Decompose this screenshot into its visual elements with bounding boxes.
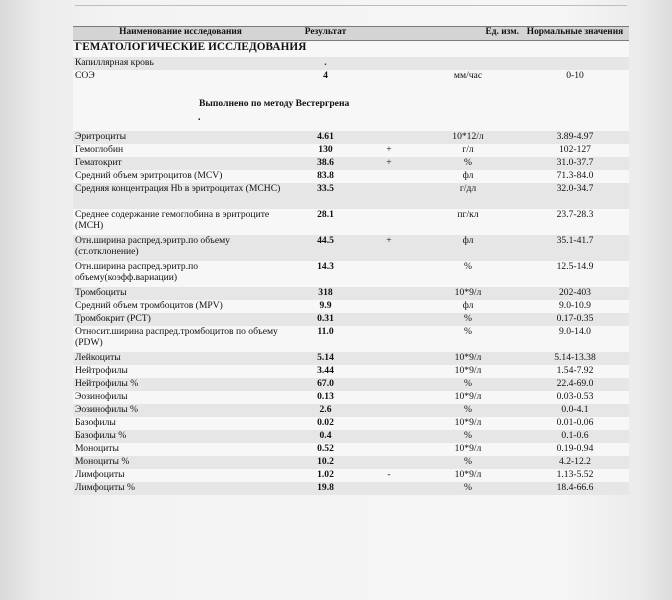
test-norm: 9.0-14.0 <box>521 326 629 352</box>
test-value: 14.3 <box>288 261 363 287</box>
result-row <box>73 443 629 456</box>
test-value: 0.4 <box>288 430 363 443</box>
test-unit: г/л <box>415 144 521 157</box>
test-unit: 10*9/л <box>415 287 521 300</box>
soe-value: 4 <box>288 70 363 83</box>
test-value: 4.61 <box>288 131 363 144</box>
test-norm: 18.4-66.6 <box>521 482 629 495</box>
table-header <box>73 27 629 41</box>
test-norm: 23.7-28.3 <box>521 209 629 235</box>
test-norm: 0.01-0.06 <box>521 417 629 430</box>
result-row <box>73 300 629 313</box>
test-name: Отн.ширина распред.эритр.по объему(коэфф.вариации) <box>73 261 288 287</box>
test-norm: 0.1-0.6 <box>521 430 629 443</box>
sample-value: . <box>288 57 363 70</box>
test-value: 0.31 <box>288 313 363 326</box>
test-flag <box>363 378 415 391</box>
section-title: ГЕМАТОЛОГИЧЕСКИЕ ИССЛЕДОВАНИЯ <box>73 41 629 58</box>
test-name: Отн.ширина распред.эритр.по объему (ст.отклонение) <box>73 235 288 261</box>
result-row <box>73 209 629 235</box>
test-name: Эритроциты <box>73 131 288 144</box>
test-name: Среднее содержание гемоглобина в эритроците (MCH) <box>73 209 288 235</box>
test-norm: 9.0-10.9 <box>521 300 629 313</box>
test-value: 11.0 <box>288 326 363 352</box>
test-value: 10.2 <box>288 456 363 469</box>
test-unit: 10*9/л <box>415 352 521 365</box>
spacer-row <box>73 111 629 131</box>
result-row <box>73 417 629 430</box>
test-flag: + <box>363 157 415 170</box>
top-rule <box>75 5 627 6</box>
section-row <box>73 41 629 58</box>
test-name: Нейтрофилы % <box>73 378 288 391</box>
header-flag <box>363 27 415 41</box>
test-name: Гемоглобин <box>73 144 288 157</box>
test-unit: 10*9/л <box>415 391 521 404</box>
test-name: Средняя концентрация Hb в эритроцитах (MCHC) <box>73 183 288 209</box>
test-name: Тромбокрит (PCT) <box>73 313 288 326</box>
test-value: 0.02 <box>288 417 363 430</box>
test-value: 318 <box>288 287 363 300</box>
test-norm: 0.19-0.94 <box>521 443 629 456</box>
test-flag <box>363 170 415 183</box>
soe-name: СОЭ <box>73 70 288 83</box>
test-unit: фл <box>415 300 521 313</box>
result-row <box>73 313 629 326</box>
result-row <box>73 261 629 287</box>
test-unit: 10*9/л <box>415 469 521 482</box>
test-name: Эозинофилы % <box>73 404 288 417</box>
test-unit: % <box>415 430 521 443</box>
test-unit: пг/кл <box>415 209 521 235</box>
method-note: Выполнено по методу Вестергрена <box>199 97 350 109</box>
test-value: 33.5 <box>288 183 363 209</box>
test-norm: 3.89-4.97 <box>521 131 629 144</box>
test-name: Моноциты % <box>73 456 288 469</box>
test-unit: 10*9/л <box>415 365 521 378</box>
test-flag <box>363 209 415 235</box>
result-row <box>73 131 629 144</box>
soe-row <box>73 70 629 83</box>
test-name: Средний объем эритроцитов (MCV) <box>73 170 288 183</box>
test-name: Нейтрофилы <box>73 365 288 378</box>
result-row <box>73 183 629 209</box>
test-norm: 4.2-12.2 <box>521 456 629 469</box>
result-row <box>73 430 629 443</box>
result-row <box>73 157 629 170</box>
test-flag <box>363 404 415 417</box>
test-value: 130 <box>288 144 363 157</box>
test-flag: + <box>363 144 415 157</box>
test-value: 44.5 <box>288 235 363 261</box>
header-name: Наименование исследования <box>73 27 288 41</box>
test-flag <box>363 365 415 378</box>
header-unit: Ед. изм. <box>415 27 521 41</box>
test-norm: 71.3-84.0 <box>521 170 629 183</box>
test-name: Лимфоциты <box>73 469 288 482</box>
test-name: Базофилы <box>73 417 288 430</box>
test-unit: % <box>415 313 521 326</box>
test-norm: 35.1-41.7 <box>521 235 629 261</box>
test-flag <box>363 391 415 404</box>
test-flag <box>363 131 415 144</box>
result-row <box>73 469 629 482</box>
method-row <box>73 83 629 111</box>
result-row <box>73 170 629 183</box>
test-value: 19.8 <box>288 482 363 495</box>
test-norm: 1.13-5.52 <box>521 469 629 482</box>
result-row <box>73 326 629 352</box>
test-norm: 1.54-7.92 <box>521 365 629 378</box>
test-norm: 5.14-13.38 <box>521 352 629 365</box>
test-flag <box>363 352 415 365</box>
test-norm: 202-403 <box>521 287 629 300</box>
test-unit: 10*9/л <box>415 443 521 456</box>
test-value: 5.14 <box>288 352 363 365</box>
result-row <box>73 391 629 404</box>
test-value: 28.1 <box>288 209 363 235</box>
result-row <box>73 482 629 495</box>
test-value: 0.13 <box>288 391 363 404</box>
test-unit: % <box>415 456 521 469</box>
test-value: 2.6 <box>288 404 363 417</box>
test-unit: % <box>415 326 521 352</box>
test-unit: г/дл <box>415 183 521 209</box>
test-value: 9.9 <box>288 300 363 313</box>
test-norm: 32.0-34.7 <box>521 183 629 209</box>
result-row <box>73 378 629 391</box>
test-norm: 22.4-69.0 <box>521 378 629 391</box>
test-name: Эозинофилы <box>73 391 288 404</box>
test-value: 38.6 <box>288 157 363 170</box>
result-row <box>73 235 629 261</box>
header-result: Результат <box>288 27 363 41</box>
result-row <box>73 365 629 378</box>
test-flag <box>363 313 415 326</box>
result-row <box>73 144 629 157</box>
result-row <box>73 404 629 417</box>
test-unit: 10*12/л <box>415 131 521 144</box>
test-name: Относит.ширина распред.тромбоцитов по объему (PDW) <box>73 326 288 352</box>
test-value: 0.52 <box>288 443 363 456</box>
test-flag: - <box>363 469 415 482</box>
test-value: 1.02 <box>288 469 363 482</box>
test-norm: 12.5-14.9 <box>521 261 629 287</box>
test-unit: 10*9/л <box>415 417 521 430</box>
test-flag <box>363 300 415 313</box>
test-unit: фл <box>415 170 521 183</box>
soe-unit: мм/час <box>415 70 521 83</box>
table-body <box>73 41 629 496</box>
test-norm: 102-127 <box>521 144 629 157</box>
test-name: Лимфоциты % <box>73 482 288 495</box>
test-name: Гематокрит <box>73 157 288 170</box>
result-row <box>73 352 629 365</box>
test-unit: % <box>415 261 521 287</box>
test-flag <box>363 326 415 352</box>
method-mark: . <box>198 112 201 123</box>
test-value: 3.44 <box>288 365 363 378</box>
test-value: 83.8 <box>288 170 363 183</box>
test-flag <box>363 261 415 287</box>
test-name: Моноциты <box>73 443 288 456</box>
header-norm: Нормальные значения <box>521 27 629 41</box>
test-value: 67.0 <box>288 378 363 391</box>
test-unit: % <box>415 482 521 495</box>
test-flag <box>363 456 415 469</box>
sample-name: Капиллярная кровь <box>73 57 288 70</box>
test-name: Лейкоциты <box>73 352 288 365</box>
test-flag <box>363 443 415 456</box>
test-flag <box>363 482 415 495</box>
test-flag: + <box>363 235 415 261</box>
test-flag <box>363 417 415 430</box>
test-unit: фл <box>415 235 521 261</box>
test-unit: % <box>415 157 521 170</box>
test-flag <box>363 183 415 209</box>
test-unit: % <box>415 378 521 391</box>
test-norm: 31.0-37.7 <box>521 157 629 170</box>
result-row <box>73 456 629 469</box>
test-norm: 0.03-0.53 <box>521 391 629 404</box>
test-name: Средний объем тромбоцитов (MPV) <box>73 300 288 313</box>
test-name: Тромбоциты <box>73 287 288 300</box>
sample-row <box>73 57 629 70</box>
result-row <box>73 287 629 300</box>
soe-norm: 0-10 <box>521 70 629 83</box>
test-unit: % <box>415 404 521 417</box>
lab-results-table <box>73 26 629 495</box>
test-flag <box>363 430 415 443</box>
test-norm: 0.17-0.35 <box>521 313 629 326</box>
test-norm: 0.0-4.1 <box>521 404 629 417</box>
test-flag <box>363 287 415 300</box>
test-name: Базофилы % <box>73 430 288 443</box>
